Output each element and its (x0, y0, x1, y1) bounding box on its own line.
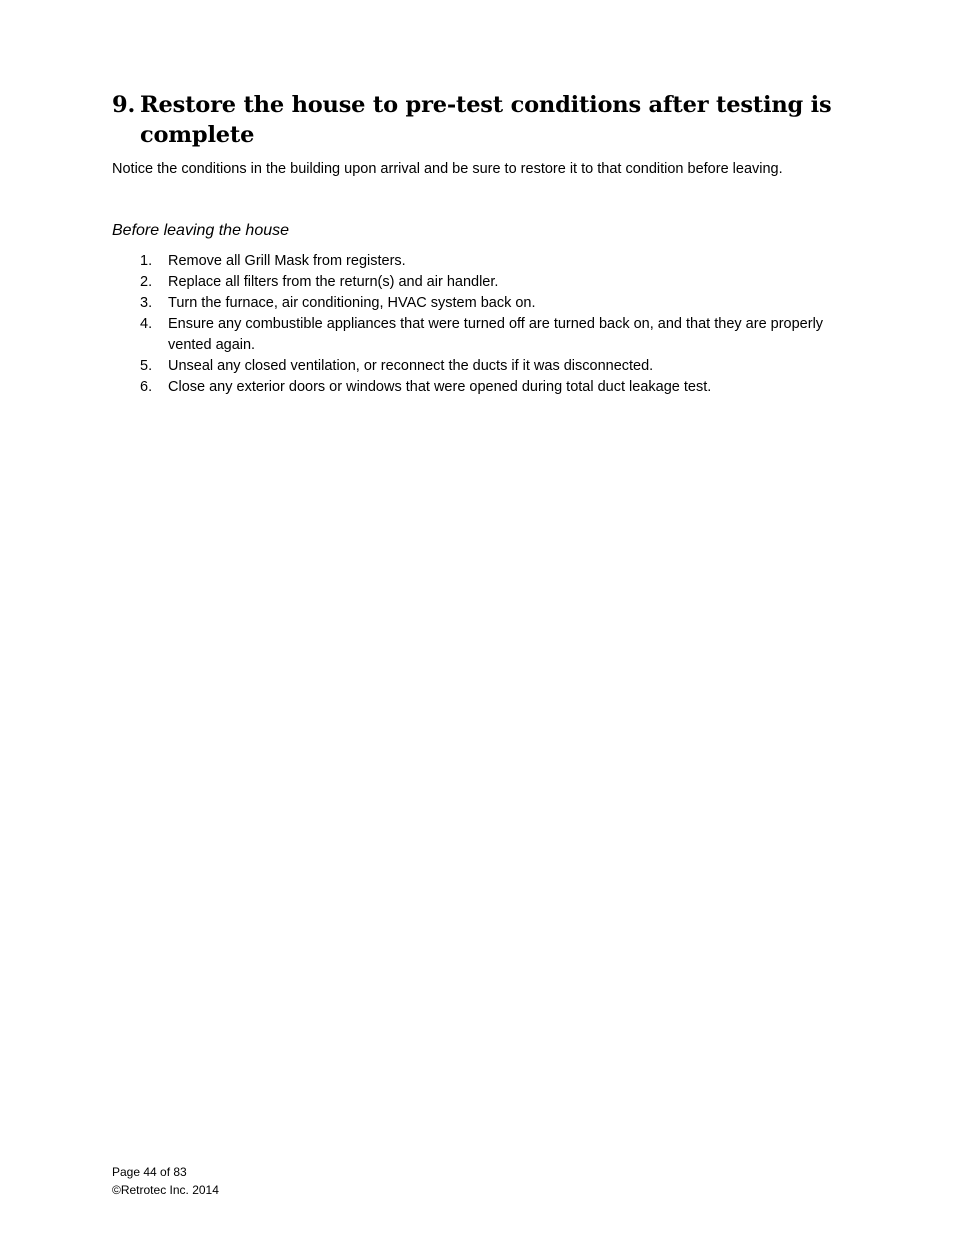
step-number: 6. (140, 379, 153, 395)
list-item (140, 272, 840, 293)
step-number: 4. (140, 316, 153, 332)
step-number: 5. (140, 358, 153, 374)
step-text: Turn the furnace, air conditioning, HVAC system back on. (168, 295, 536, 311)
list-item (140, 251, 840, 272)
section-heading (112, 90, 832, 150)
steps-list (140, 251, 840, 398)
list-item (140, 356, 840, 377)
step-number: 2. (140, 274, 153, 290)
step-text: Remove all Grill Mask from registers. (168, 253, 406, 269)
copyright: ©Retrotec Inc. 2014 (112, 1183, 219, 1197)
step-number: 1. (140, 253, 153, 269)
list-item (140, 314, 840, 356)
step-text: Close any exterior doors or windows that were opened during total duct leakage test. (168, 379, 712, 395)
list-item (140, 377, 840, 398)
list-item (140, 293, 840, 314)
page-footer (112, 1163, 219, 1199)
step-number: 3. (140, 295, 153, 311)
step-text: Replace all filters from the return(s) and air handler. (168, 274, 499, 290)
intro-paragraph: Notice the conditions in the building upon arrival and be sure to restore it to that condition before leaving. (112, 161, 783, 177)
page-number: Page 44 of 83 (112, 1165, 187, 1179)
section-title: Restore the house to pre-test conditions after testing is complete (140, 92, 832, 148)
step-text: Ensure any combustible appliances that were turned off are turned back on, and that they are properly vented again. (168, 316, 824, 353)
step-text: Unseal any closed ventilation, or reconnect the ducts if it was disconnected. (168, 358, 654, 374)
subheading: Before leaving the house (112, 222, 290, 239)
section-number: 9. (112, 92, 136, 118)
